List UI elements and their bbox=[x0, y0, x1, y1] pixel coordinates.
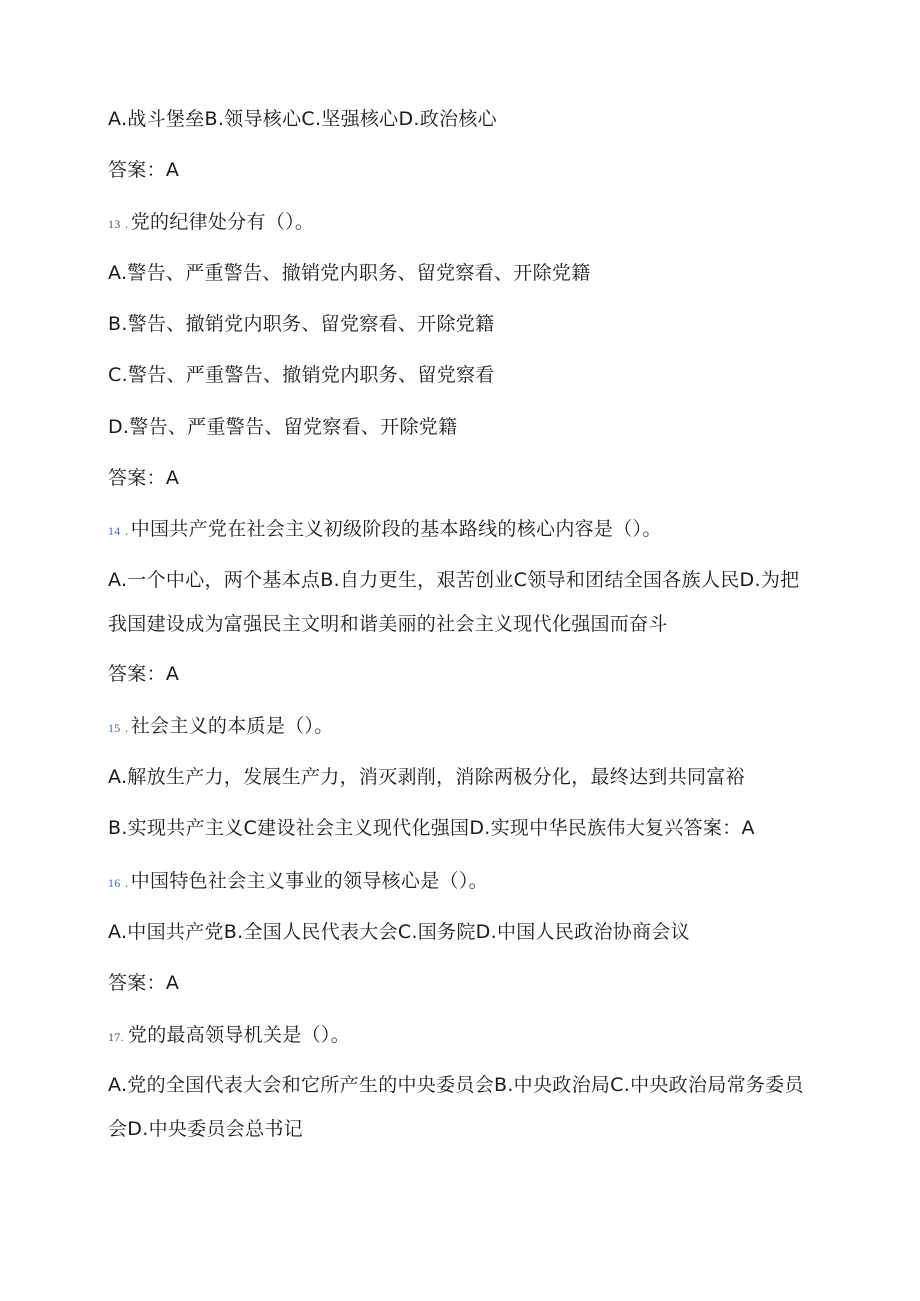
option-c: C.警告、严重警告、撤销党内职务、留党察看 bbox=[108, 364, 495, 386]
question-15 bbox=[108, 709, 808, 745]
question-text: 中国特色社会主义事业的领导核心是（）。 bbox=[130, 870, 488, 892]
options-paragraph: A.党的全国代表大会和它所产生的中央委员会B.中央政治局C.中央政治局常务委员会D.中央委员会总书记 bbox=[108, 1074, 804, 1140]
option-b: B.警告、撤销党内职务、留党察看、开除党籍 bbox=[108, 313, 495, 335]
question-dot: . bbox=[124, 876, 129, 890]
question-dot: . bbox=[124, 524, 129, 538]
question-dot: . bbox=[124, 721, 129, 735]
question-14 bbox=[108, 512, 808, 548]
option-a: A.解放生产力，发展生产力，消灭剥削，消除两极分化，最终达到共同富裕 bbox=[108, 766, 745, 788]
answer-line: 答案：A bbox=[108, 972, 180, 994]
option-b-with-answer: B.实现共产主义C建设社会主义现代化强国D.实现中华民族伟大复兴答案：A bbox=[108, 817, 755, 839]
question-dot: . bbox=[124, 217, 129, 231]
options-line: A.中国共产党B.全国人民代表大会C.国务院D.中国人民政治协商会议 bbox=[108, 921, 690, 943]
question-text: 社会主义的本质是（）。 bbox=[130, 715, 334, 737]
option-d: D.警告、严重警告、留党察看、开除党籍 bbox=[108, 416, 458, 438]
answer-line: 答案：A bbox=[108, 467, 180, 489]
answer-line: 答案：A bbox=[108, 159, 180, 181]
answer-line: 答案：A bbox=[108, 663, 180, 685]
question-number: 14 bbox=[108, 524, 121, 538]
question-16 bbox=[108, 864, 808, 900]
option-a: A.警告、严重警告、撤销党内职务、留党察看、开除党籍 bbox=[108, 262, 591, 284]
options-paragraph: A.一个中心，两个基本点B.自力更生，艰苦创业C领导和团结全国各族人民D.为把我国建设成为富强民主文明和谐美丽的社会主义现代化强国而奋斗 bbox=[108, 569, 800, 635]
options-line: A.战斗堡垒B.领导核心C.坚强核心D.政治核心 bbox=[108, 108, 497, 130]
question-text: 党的纪律处分有（）。 bbox=[130, 211, 315, 233]
question-text: 党的最高领导机关是（）。 bbox=[127, 1024, 351, 1046]
question-text: 中国共产党在社会主义初级阶段的基本路线的核心内容是（）。 bbox=[130, 518, 662, 540]
question-number: 13 bbox=[108, 217, 121, 231]
question-number: 16 bbox=[108, 876, 121, 890]
question-13 bbox=[108, 205, 808, 241]
question-17 bbox=[108, 1018, 808, 1054]
question-number: 17. bbox=[108, 1030, 124, 1044]
question-number: 15 bbox=[108, 721, 121, 735]
